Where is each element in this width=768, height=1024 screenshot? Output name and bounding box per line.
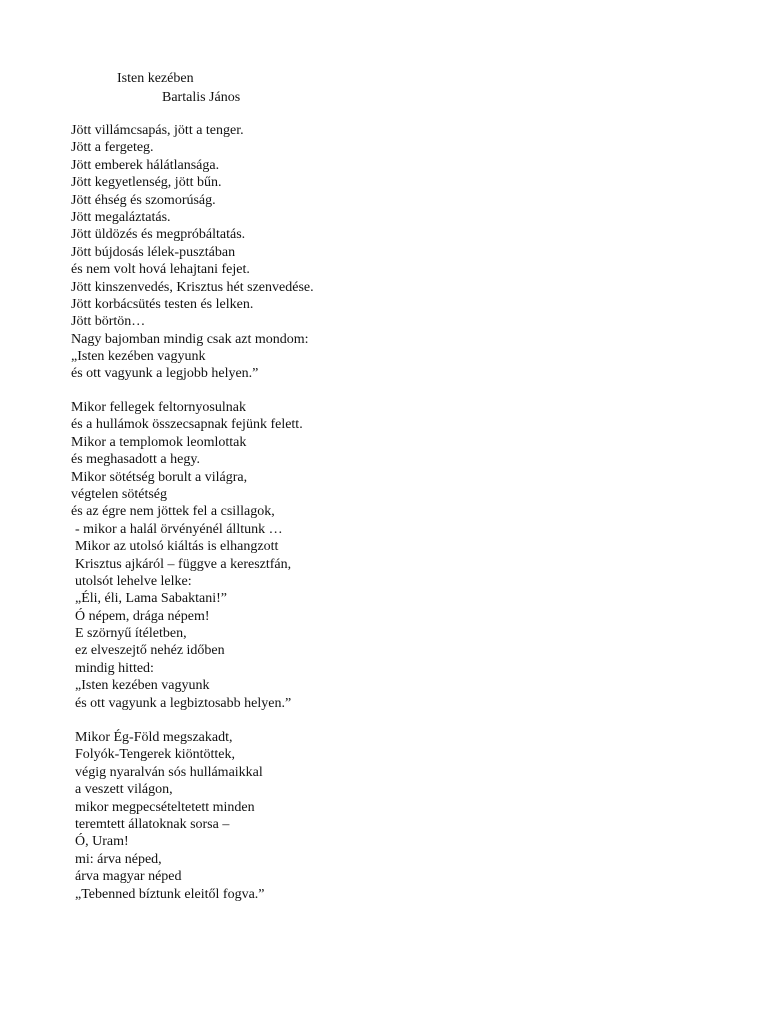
poem-line: „Isten kezében vagyunk (75, 678, 210, 694)
poem-line: „Éli, éli, Lama Sabaktani!” (75, 591, 227, 607)
poem-line: és nem volt hová lehajtani fejet. (71, 262, 250, 278)
poem-line: végig nyaralván sós hullámaikkal (75, 764, 263, 780)
poem-line: Krisztus ajkáról – függve a keresztfán, (75, 556, 292, 572)
poem-line: - mikor a halál örvényénél álltunk … (75, 521, 283, 537)
poem-line: Mikor fellegek feltornyosulnak (71, 400, 246, 415)
poem-line: utolsót lehelve lelke: (75, 573, 192, 589)
poem-title: Isten kezében (117, 71, 194, 86)
poem-line: árva magyar néped (75, 869, 182, 885)
poem-line: Ó, Uram! (75, 834, 129, 850)
poem-line: Jött a fergeteg. (71, 140, 154, 156)
poem-line: ez elveszejtő nehéz időben (75, 643, 225, 659)
poem-line: Ó népem, drága népem! (75, 608, 210, 624)
poem-line: Jött bújdosás lélek-pusztában (71, 244, 236, 260)
poem-line: és ott vagyunk a legjobb helyen.” (71, 366, 259, 382)
stanza-2 (71, 399, 711, 712)
stanza-1 (71, 122, 711, 383)
poem-line: Mikor sötétség borult a világra, (71, 469, 248, 485)
poem-line: Mikor a templomok leomlottak (71, 434, 247, 450)
poem-line: Jött üldözés és megpróbáltatás. (71, 227, 246, 243)
poem-line: Jött börtön… (71, 314, 146, 330)
poem-line: a veszett világon, (75, 782, 173, 798)
poem-line: mi: árva néped, (75, 851, 162, 867)
poem-line: Folyók-Tengerek kiöntöttek, (75, 747, 235, 763)
poem-line: „Isten kezében vagyunk (71, 349, 206, 365)
poem-line: és meghasadott a hegy. (71, 452, 200, 468)
poem-line: Jött éhség és szomorúság. (71, 192, 216, 208)
poem-line: Jött emberek hálátlansága. (71, 157, 220, 173)
poem-line: teremtett állatoknak sorsa – (75, 816, 230, 832)
poem-line: Nagy bajomban mindig csak azt mondom: (71, 331, 309, 347)
poem-line: Mikor az utolsó kiáltás is elhangzott (75, 539, 279, 555)
poem-line: és a hullámok összecsapnak fejünk felett. (71, 417, 303, 433)
stanza-3 (71, 729, 711, 903)
poem-line: Jött kegyetlenség, jött bűn. (71, 175, 222, 191)
poem-line: „Tebenned bíztunk eleitől fogva.” (75, 886, 265, 902)
poem-line: Jött korbácsütés testen és lelken. (71, 296, 254, 312)
poem-line: E szörnyű ítéletben, (75, 626, 187, 642)
poem-line: és ott vagyunk a legbiztosabb helyen.” (75, 695, 292, 711)
poem-line: Jött kinszenvedés, Krisztus hét szenvedése. (71, 279, 314, 295)
poem-line: és az égre nem jöttek fel a csillagok, (71, 504, 275, 520)
poem-author: Bartalis János (162, 90, 241, 105)
poem-line: Jött villámcsapás, jött a tenger. (71, 123, 244, 138)
poem-line: végtelen sötétség (71, 486, 168, 502)
poem-line: Mikor Ég-Föld megszakadt, (75, 730, 233, 745)
poem-line: Jött megaláztatás. (71, 209, 171, 225)
poem-line: mindig hitted: (75, 660, 154, 676)
poem-line: mikor megpecsételtetett minden (75, 799, 255, 815)
